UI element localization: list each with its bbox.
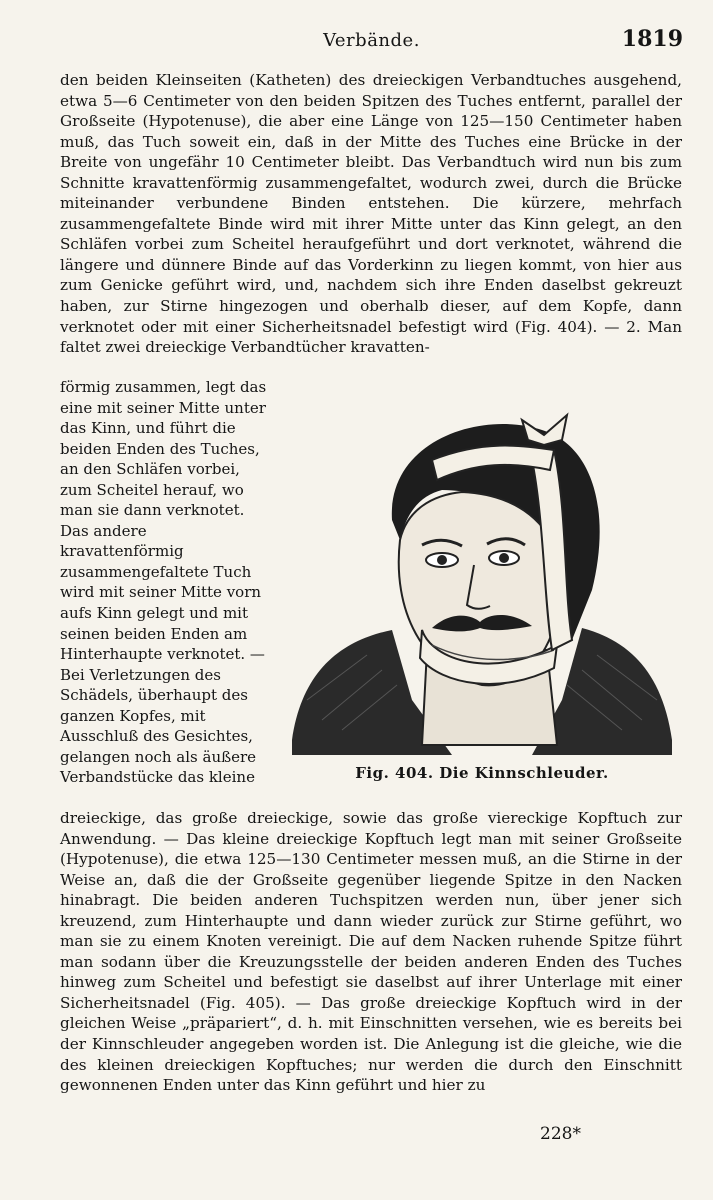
paragraph-left: förmig zusammen, legt das eine mit seiner Mitte unter das Kinn, und führt die beiden Enden des Tuches, an den Schläfen vorbei, zum Scheitel herauf, wo man sie dann verknotet. Das andere kravattenförmig zusammengefaltete Tuch wird mit seiner Mitte vorn aufs Kinn gelegt und mit seinen beiden Enden am Hinterhaupte verknotet. — Bei Verletzungen des Schädels, überhaupt des ganzen Kopfes, mit Ausschluß des Gesichtes, gelangen noch als äußere Verbandstücke das kleine — [60, 378, 267, 787]
body-text-left-column — [60, 377, 272, 788]
running-head: Verbände. — [323, 30, 420, 51]
paragraph-bottom: dreieckige, das große dreieckige, sowie das große viereckige Kopftuch zur Anwendung. — Das kleine dreieckige Kopftuch legt man mit seiner Großseite (Hypotenuse), die etwa 125—130 Centimeter messen muß, an die Stirne in der Weise an, daß die der Großseite gegenüber liegende Spitze in den Nacken hinabragt. Die beiden anderen Tuchspitzen werden nun, über jener sich kreuzend, zum Hinterhaupte und dann wieder zurück zur Stirne geführt, wo man sie zu einem Knoten vereinigt. Die auf dem Nacken ruhende Spitze führt man sodann über die Kreuzungsstelle der beiden anderen Enden des Tuches hinweg zum Scheitel und befestigt sie daselbst auf ihrer Unterlage mit einer Sicherheitsnadel (Fig. 405). — Das große dreieckige Kopftuch wird in der gleichen Weise „präpariert“, d. h. mit Einschnitten versehen, wie es bereits bei der Kinnschleuder angegeben worden ist. Die Anlegung ist die gleiche, wie die des kleinen dreieckigen Kopftuches; nur werden die durch den Einschnitt gewonnenen Enden unter das Kinn geführt und hier zu — [60, 809, 682, 1095]
signature-mark: 228* — [540, 1124, 581, 1144]
body-text-top — [60, 70, 682, 358]
bandaged-head-illustration — [282, 400, 682, 755]
body-text-bottom — [60, 808, 682, 1096]
page-number: 1819 — [621, 26, 683, 52]
paragraph-top: den beiden Kleinseiten (Katheten) des dreieckigen Verbandtuches ausgehend, etwa 5—6 Centimeter von den beiden Spitzen des Tuches entfernt, parallel der Großseite (Hypotenuse), die aber eine Länge von 125—150 Centimeter haben muß, das Tuch soweit ein, daß in der Mitte des Tuches eine Brücke in der Breite von ungefähr 10 Centimeter bleibt. Das Verbandtuch wird nun bis zum Schnitte kravattenförmig zusammengefaltet, wodurch zwei, durch die Brücke miteinander verbundene Binden entstehen. Die kürzere, mehrfach zusammengefaltete Binde wird mit ihrer Mitte unter das Kinn gelegt, an den Schläfen vorbei zum Scheitel heraufgeführt und dort verknotet, während die längere und dünnere Binde auf das Vorderkinn zu liegen kommt, von hier aus zum Genicke geführt wird, und, nachdem sich ihre Enden daselbst gekreuzt haben, zur Stirne hingezogen und oberhalb dieser, auf dem Kopfe, dann verknotet oder mit einer Sicherheitsnadel befestigt wird (Fig. 404). — 2. Man faltet zwei dreieckige Verbandtücher kravatten- — [60, 71, 682, 357]
page-header — [60, 20, 683, 56]
figure-caption: Fig. 404. Die Kinnschleuder. — [355, 764, 609, 782]
figure-404 — [282, 400, 682, 792]
